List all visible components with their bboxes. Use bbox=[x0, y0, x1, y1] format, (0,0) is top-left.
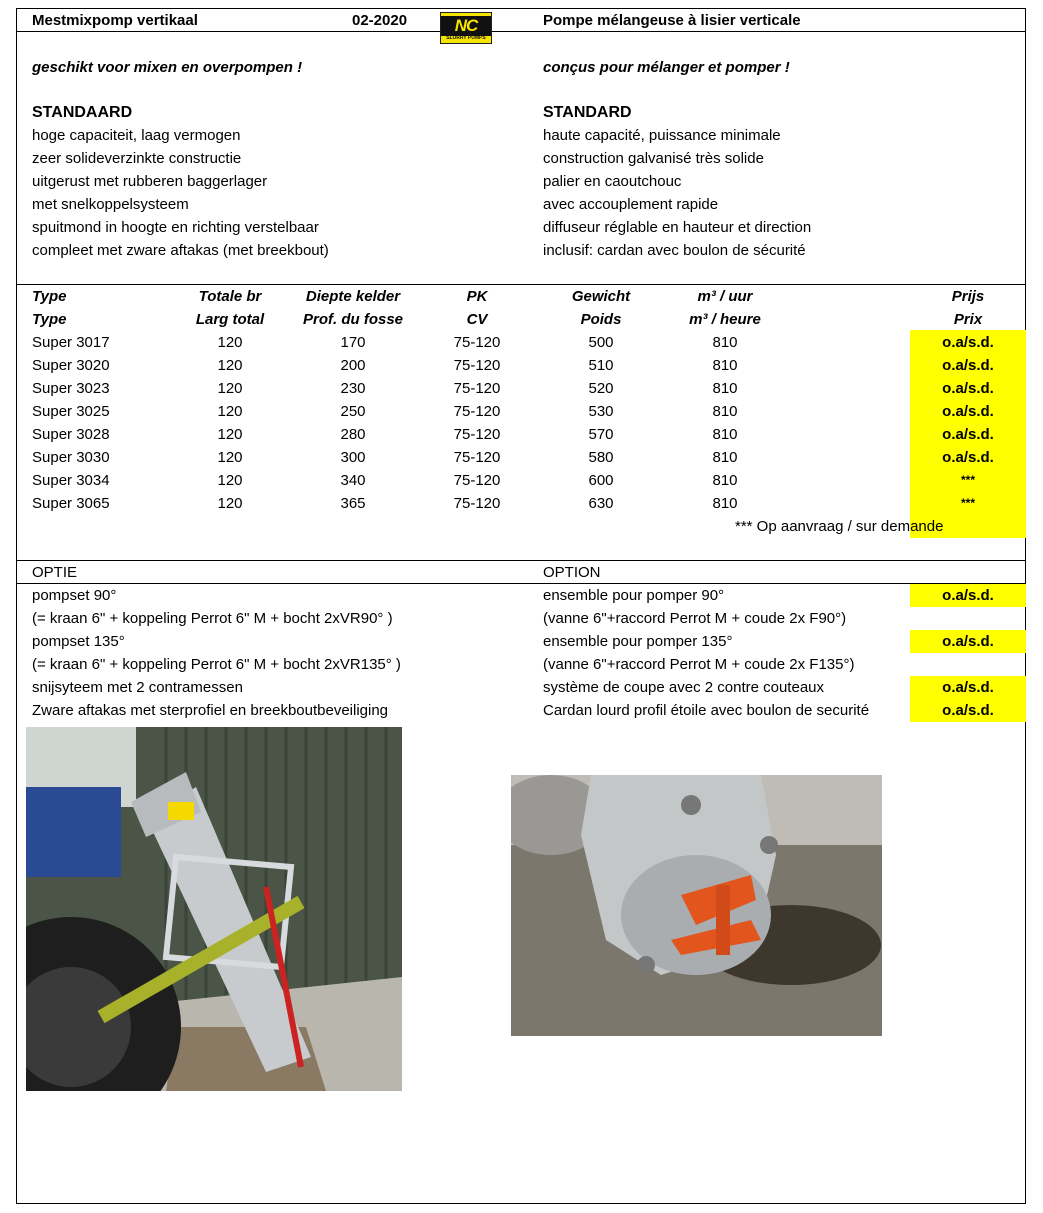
table-cell: 600 bbox=[588, 472, 614, 489]
price-cell: o.a/s.d. bbox=[942, 403, 994, 420]
table-cell: 120 bbox=[217, 495, 243, 512]
logo-subtext: SLURRY PUMPS bbox=[446, 35, 486, 41]
logo-text: NC bbox=[441, 16, 491, 36]
column-header: Totale br bbox=[198, 288, 262, 305]
table-cell: Super 3028 bbox=[32, 426, 110, 443]
table-cell: 340 bbox=[340, 472, 366, 489]
table-cell: 630 bbox=[588, 495, 614, 512]
standard-heading-nl: STANDAARD bbox=[32, 104, 133, 121]
column-header-fr: Poids bbox=[580, 311, 622, 328]
table-cell: 810 bbox=[712, 334, 738, 351]
table-cell: 75-120 bbox=[453, 426, 501, 443]
option-item-nl: (= kraan 6" + koppeling Perrot 6" M + bocht 2xVR90° ) bbox=[32, 610, 393, 627]
table-cell: 810 bbox=[712, 495, 738, 512]
table-cell: 75-120 bbox=[453, 495, 501, 512]
table-cell: 810 bbox=[712, 426, 738, 443]
column-header-fr: CV bbox=[466, 311, 488, 328]
column-header-fr: m³ / heure bbox=[689, 311, 761, 328]
tagline-fr: conçus pour mélanger et pomper ! bbox=[543, 59, 790, 76]
column-header: PK bbox=[466, 288, 488, 305]
table-cell: 810 bbox=[712, 472, 738, 489]
standard-item-nl: spuitmond in hoogte en richting verstelbaar bbox=[32, 219, 319, 236]
option-item-fr: système de coupe avec 2 contre couteaux bbox=[543, 679, 825, 696]
option-item-fr: ensemble pour pomper 90° bbox=[543, 587, 725, 604]
table-cell: Super 3034 bbox=[32, 472, 110, 489]
option-item-nl: Zware aftakas met sterprofiel en breekboutbeveiliging bbox=[32, 702, 389, 719]
table-cell: 520 bbox=[588, 380, 614, 397]
table-cell: 300 bbox=[340, 449, 366, 466]
standard-item-nl: hoge capaciteit, laag vermogen bbox=[32, 127, 241, 144]
option-price: o.a/s.d. bbox=[942, 702, 994, 719]
option-item-fr: ensemble pour pomper 135° bbox=[543, 633, 733, 650]
table-cell: 75-120 bbox=[453, 357, 501, 374]
option-item-nl: pompset 135° bbox=[32, 633, 125, 650]
table-cell: 120 bbox=[217, 334, 243, 351]
standard-item-fr: palier en caoutchouc bbox=[543, 173, 682, 190]
table-cell: Super 3025 bbox=[32, 403, 110, 420]
table-cell: 810 bbox=[712, 380, 738, 397]
table-cell: 280 bbox=[340, 426, 366, 443]
table-cell: 170 bbox=[340, 334, 366, 351]
doc-date: 02-2020 bbox=[352, 12, 408, 29]
column-header-fr: Type bbox=[32, 311, 67, 328]
option-item-fr: (vanne 6"+raccord Perrot M + coude 2x F135°) bbox=[543, 656, 855, 673]
price-cell: o.a/s.d. bbox=[942, 357, 994, 374]
header-divider bbox=[16, 31, 1026, 32]
table-cell: 365 bbox=[340, 495, 366, 512]
photo-cutting-system bbox=[511, 775, 882, 1036]
table-cell: 510 bbox=[588, 357, 614, 374]
table-cell: 810 bbox=[712, 357, 738, 374]
standard-item-fr: construction galvanisé très solide bbox=[543, 150, 764, 167]
table-cell: 810 bbox=[712, 449, 738, 466]
column-header: m³ / uur bbox=[697, 288, 753, 305]
standard-item-nl: met snelkoppelsysteem bbox=[32, 196, 189, 213]
table-cell: 570 bbox=[588, 426, 614, 443]
table-cell: Super 3023 bbox=[32, 380, 110, 397]
table-cell: 75-120 bbox=[453, 334, 501, 351]
standard-item-fr: avec accouplement rapide bbox=[543, 196, 719, 213]
table-cell: Super 3065 bbox=[32, 495, 110, 512]
table-cell: 200 bbox=[340, 357, 366, 374]
table-cell: 810 bbox=[712, 403, 738, 420]
table-cell: 530 bbox=[588, 403, 614, 420]
option-item-nl: snijsyteem met 2 contramessen bbox=[32, 679, 243, 696]
option-item-fr: (vanne 6"+raccord Perrot M + coude 2x F90°) bbox=[543, 610, 847, 627]
table-cell: 120 bbox=[217, 426, 243, 443]
table-top-divider bbox=[16, 284, 1026, 285]
photo-pump-on-tractor bbox=[26, 727, 402, 1091]
option-price: o.a/s.d. bbox=[942, 633, 994, 650]
option-price: o.a/s.d. bbox=[942, 587, 994, 604]
table-footnote: *** Op aanvraag / sur demande bbox=[735, 518, 944, 535]
option-item-nl: pompset 90° bbox=[32, 587, 117, 604]
table-cell: Super 3020 bbox=[32, 357, 110, 374]
table-cell: 75-120 bbox=[453, 449, 501, 466]
column-header: Diepte kelder bbox=[305, 288, 401, 305]
column-header-fr: Prof. du fosse bbox=[302, 311, 404, 328]
standard-item-nl: compleet met zware aftakas (met breekbout) bbox=[32, 242, 329, 259]
price-cell: o.a/s.d. bbox=[942, 380, 994, 397]
standard-item-fr: diffuseur réglable en hauteur et direction bbox=[543, 219, 812, 236]
options-top-divider bbox=[16, 560, 1026, 561]
price-cell: *** bbox=[960, 496, 976, 510]
column-header-fr: Prix bbox=[953, 311, 983, 328]
standard-item-fr: haute capacité, puissance minimale bbox=[543, 127, 781, 144]
standard-item-nl: uitgerust met rubberen baggerlager bbox=[32, 173, 268, 190]
table-cell: 75-120 bbox=[453, 380, 501, 397]
price-cell: o.a/s.d. bbox=[942, 334, 994, 351]
options-heading-divider bbox=[16, 583, 1026, 584]
table-cell: 120 bbox=[217, 380, 243, 397]
option-item-nl: (= kraan 6" + koppeling Perrot 6" M + bocht 2xVR135° ) bbox=[32, 656, 401, 673]
column-header: Type bbox=[32, 288, 67, 305]
options-heading-nl: OPTIE bbox=[32, 564, 78, 581]
table-cell: 500 bbox=[588, 334, 614, 351]
standard-item-fr: inclusif: cardan avec boulon de sécurité bbox=[543, 242, 806, 259]
tagline-nl: geschikt voor mixen en overpompen ! bbox=[32, 59, 303, 76]
table-cell: 250 bbox=[340, 403, 366, 420]
table-cell: 230 bbox=[340, 380, 366, 397]
title-nl: Mestmixpomp vertikaal bbox=[32, 12, 198, 29]
title-fr: Pompe mélangeuse à lisier verticale bbox=[543, 12, 801, 29]
standard-item-nl: zeer solideverzinkte constructie bbox=[32, 150, 242, 167]
standard-heading-fr: STANDARD bbox=[543, 104, 632, 121]
option-item-fr: Cardan lourd profil étoile avec boulon de securité bbox=[543, 702, 870, 719]
table-cell: 75-120 bbox=[453, 403, 501, 420]
price-cell: o.a/s.d. bbox=[942, 449, 994, 466]
table-cell: Super 3017 bbox=[32, 334, 110, 351]
table-cell: 580 bbox=[588, 449, 614, 466]
price-cell: o.a/s.d. bbox=[942, 426, 994, 443]
table-cell: 120 bbox=[217, 472, 243, 489]
table-cell: 120 bbox=[217, 357, 243, 374]
table-cell: 120 bbox=[217, 449, 243, 466]
price-cell: *** bbox=[960, 473, 976, 487]
table-cell: Super 3030 bbox=[32, 449, 110, 466]
nc-logo bbox=[440, 12, 492, 44]
column-header: Gewicht bbox=[571, 288, 631, 305]
options-heading-fr: OPTION bbox=[543, 564, 601, 581]
column-header: Prijs bbox=[951, 288, 985, 305]
column-header-fr: Larg total bbox=[195, 311, 265, 328]
table-cell: 75-120 bbox=[453, 472, 501, 489]
option-price: o.a/s.d. bbox=[942, 679, 994, 696]
table-cell: 120 bbox=[217, 403, 243, 420]
